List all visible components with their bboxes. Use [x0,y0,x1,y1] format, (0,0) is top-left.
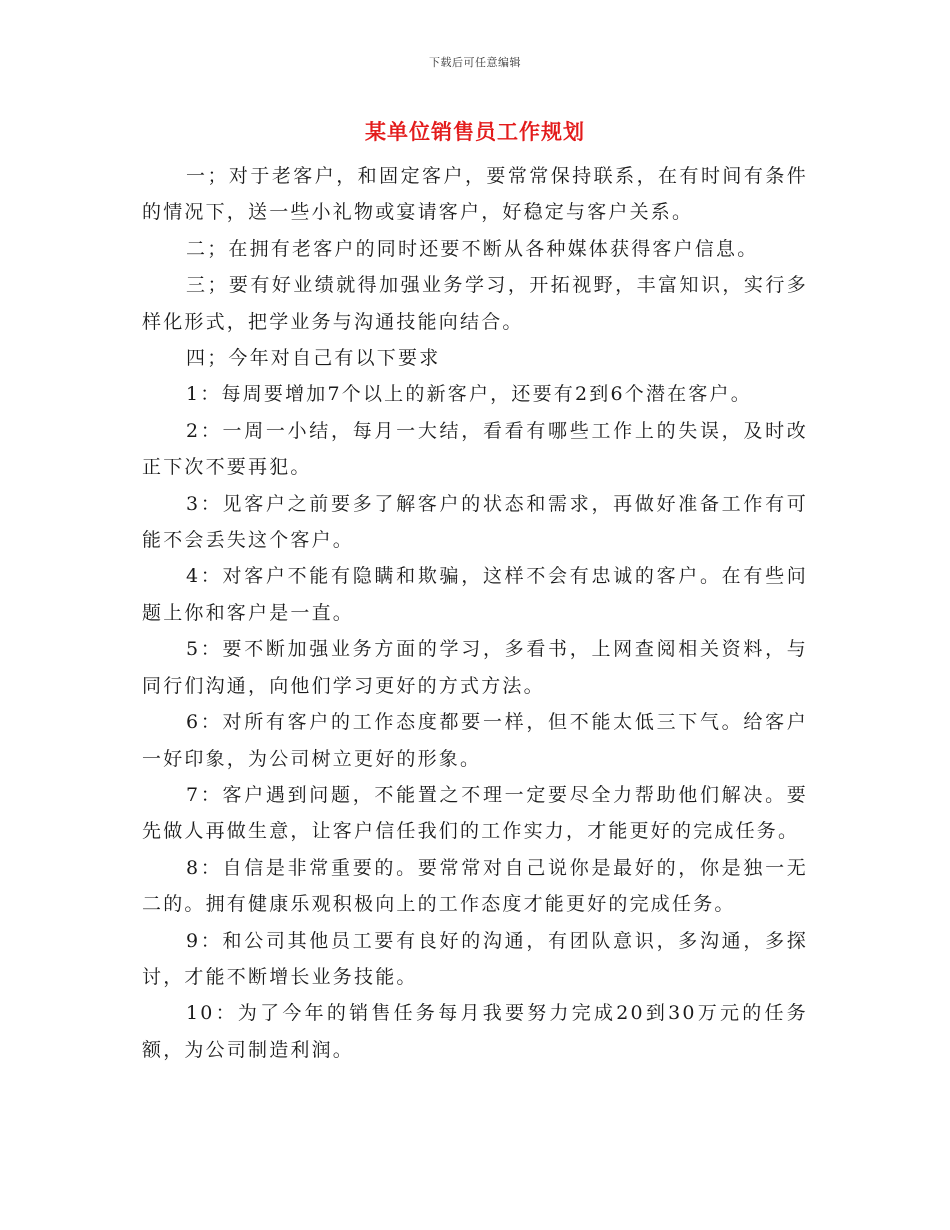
list-item-7: 7：客户遇到问题，不能置之不理一定要尽全力帮助他们解决。要先做人再做生意，让客户信任我们的工作实力，才能更好的完成任务。 [142,783,808,843]
paragraph-1: 一；对于老客户，和固定客户，要常常保持联系，在有时间有条件的情况下，送一些小礼物或宴请客户，好稳定与客户关系。 [142,165,808,224]
list-item-5: 5：要不断加强业务方面的学习，多看书，上网查阅相关资料，与同行们沟通，向他们学习更好的方式方法。 [142,638,808,697]
list-item-9: 9：和公司其他员工要有良好的沟通，有团队意识，多沟通，多探讨，才能不断增长业务技能。 [142,929,808,988]
list-item-4: 4：对客户不能有隐瞒和欺骗，这样不会有忠诚的客户。在有些问题上你和客户是一直。 [142,565,808,624]
list-item-3: 3：见客户之前要多了解客户的状态和需求，再做好准备工作有可能不会丢失这个客户。 [142,492,808,552]
list-item-2: 2：一周一小结，每月一大结，看看有哪些工作上的失误，及时改正下次不要再犯。 [142,419,808,479]
document-title: 某单位销售员工作规划 [365,119,585,144]
list-item-10: 10：为了今年的销售任务每月我要努力完成20到30万元的任务额，为公司制造利润。 [142,1002,808,1061]
list-item-1: 1：每周要增加7个以上的新客户，还要有2到6个潜在客户。 [186,383,752,406]
paragraph-4: 四；今年对自己有以下要求 [186,347,441,370]
document-body [142,158,808,1068]
paragraph-3: 三；要有好业绩就得加强业务学习，开拓视野，丰富知识，实行多样化形式，把学业务与沟通技能向结合。 [142,274,808,333]
list-item-8: 8：自信是非常重要的。要常常对自己说你是最好的，你是独一无二的。拥有健康乐观积极向上的工作态度才能更好的完成任务。 [142,856,808,916]
paragraph-2: 二；在拥有老客户的同时还要不断从各种媒体获得客户信息。 [186,237,759,260]
page-header-note: 下载后可任意编辑 [429,56,521,69]
list-item-6: 6：对所有客户的工作态度都要一样，但不能太低三下气。给客户一好印象，为公司树立更好的形象。 [142,711,808,770]
